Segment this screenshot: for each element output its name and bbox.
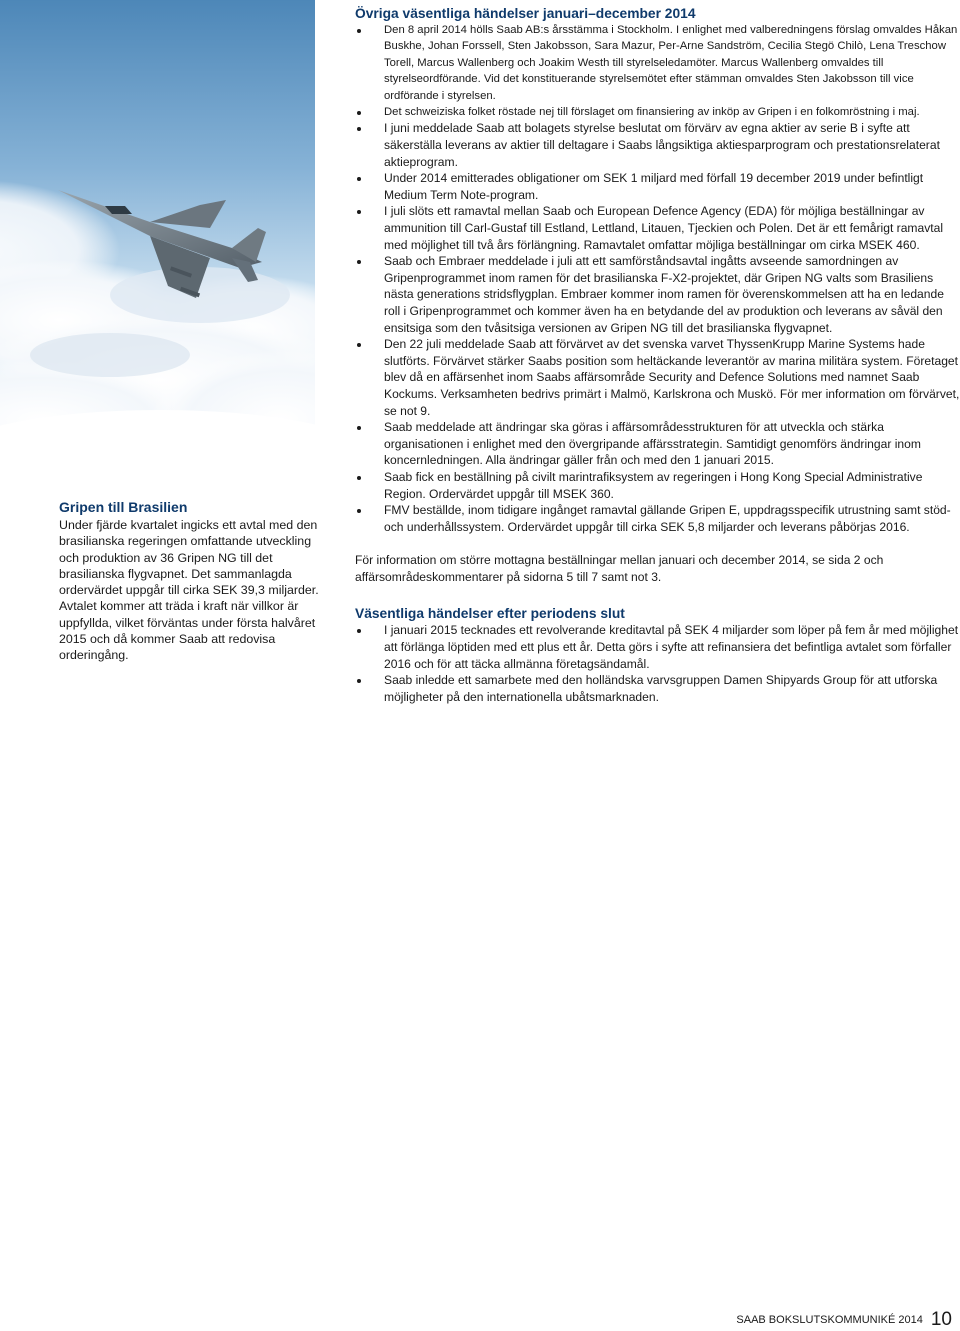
list-item: Den 8 april 2014 hölls Saab AB:s årsstämma i Stockholm. I enlighet med valberedningens förslag omvaldes Håkan Buskhe, Johan Forssell, Sten Jakobsson, Sara Mazur, Per-Arne Sandström, Cecilia Stegö Chilò, Lena Treschow Torell, Marcus Wallenberg och Joakim Westh till styrelseledamöter. Marcus Wallenberg omvaldes till styrelseordförande. Vid det konstituerande styrelsemötet efter stämman omvaldes Sten Jakobsson till vice ordförande i styrelsen. [355, 22, 960, 104]
section-heading-events-2014: Övriga väsentliga händelser januari–december 2014 [355, 6, 696, 21]
section-heading-after-period: Väsentliga händelser efter periodens slut [355, 606, 625, 622]
list-item: Saab fick en beställning på civilt marintrafiksystem av regeringen i Hong Kong Special Administrative Region. Ordervärdet uppgår till MSEK 360. [355, 469, 960, 502]
list-item: Under 2014 emitterades obligationer om SEK 1 miljard med förfall 19 december 2019 under befintligt Medium Term Note-program. [355, 170, 960, 203]
list-item: Saab meddelade att ändringar ska göras i affärsområdesstrukturen för att utveckla och stärka organisationen i enlighet med den övergripande affärsstrategin. Samtidigt genomförs ändringar inom koncernledningen. Alla ändringar gäller från och med den 1 januari 2015. [355, 419, 960, 469]
sidebar-text: Under fjärde kvartalet ingicks ett avtal med den brasilianska regeringen omfattande utveckling och produktion av 36 Gripen NG till det brasilianska flygvapnet. Det sammanlagda ordervärdet uppgår till cirka SEK 39,3 miljarder. Avtalet kommer att träda i kraft när villkor är uppfyllda, vilket förväntas under första halvåret 2015 och då kommer Saab att redovisa orderingång. [59, 518, 319, 663]
sidebar-title: Gripen till Brasilien [59, 499, 188, 515]
events-2014-list [355, 22, 960, 535]
list-item: Saab inledde ett samarbete med den holländska varvsgruppen Damen Shipyards Group för att utforska möjligheter på den internationella ubåtsmarknaden. [355, 672, 960, 705]
list-item: I juni meddelade Saab att bolagets styrelse beslutat om förvärv av egna aktier av serie B i syfte att säkerställa leverans av aktier till deltagare i Saabs långsiktiga aktiesparprogram och prestationsrelaterat aktieprogram. [355, 120, 960, 170]
list-item: Den 22 juli meddelade Saab att förvärvet av det svenska varvet ThyssenKrupp Marine Systems hade slutförts. Förvärvet stärker Saabs position som heltäckande leverantör av marina militära system. Företaget blev då en affärsenhet inom Saabs affärsområde Security and Defence Solutions med namnet Saab Kockums. Verksamheten bedrivs primärt i Malmö, Karlskrona och Muskö. För mer information om förvärvet, se not 9. [355, 336, 960, 419]
jet-over-clouds-image [0, 0, 315, 478]
list-item: Saab och Embraer meddelade i juli att ett samförståndsavtal ingåtts avseende samordningen av Gripenprogrammet inom ramen för det brasilianska F-X2-projektet, där Gripen NG valts som Brasiliens nästa generations stridsflygplan. Embraer kommer inom ramen för överenskommelsen att ha en ledande roll i Gripenprogrammet och kommer även ha en betydande del av produktion och leverans av såväl den ensitsiga som den tvåsitsiga versionen av Gripen NG till det brasilianska flygvapnet. [355, 253, 960, 336]
after-period-list [355, 622, 960, 705]
list-item: I juli slöts ett ramavtal mellan Saab och European Defence Agency (EDA) för möjliga beställningar av ammunition till Carl-Gustaf till Estland, Lettland, Litauen, Tjeckien och Polen. Det är ett femårigt ramavtal med möjlighet till två års förlängning. Ramavtalet omfattar möjliga beställningar om cirka MSEK 460. [355, 203, 960, 253]
sidebar-box [59, 499, 321, 664]
page-number: 10 [930, 1309, 952, 1330]
orders-reference-paragraph: För information om större mottagna beställningar mellan januari och december 2014, se sida 2 och affärsområdeskommentarer på sidorna 5 till 7 samt not 3. [355, 553, 884, 584]
footer-label: SAAB BOKSLUTSKOMMUNIKÉ 2014 [736, 1314, 923, 1326]
main-content [355, 5, 960, 705]
list-item: Det schweiziska folket röstade nej till förslaget om finansiering av inköp av Gripen i en folkomröstning i maj. [355, 104, 960, 120]
list-item: I januari 2015 tecknades ett revolverande kreditavtal på SEK 4 miljarder som löper på fem år med möjlighet att förlänga löptiden med ett plus ett år. Detta görs i syfte att refinansiera det befintliga avtalet som förfaller 2016 och för att täcka allmänna företagsändamål. [355, 622, 960, 672]
page-footer [736, 1309, 952, 1331]
list-item: FMV beställde, inom tidigare ingånget ramavtal gällande Gripen E, uppdragsspecifik utrustning samt stöd- och underhållssystem. Ordervärdet uppgår till cirka SEK 5,8 miljarder och leverans påbörjas 2016. [355, 502, 960, 535]
fighter-jet-photo [0, 0, 315, 478]
